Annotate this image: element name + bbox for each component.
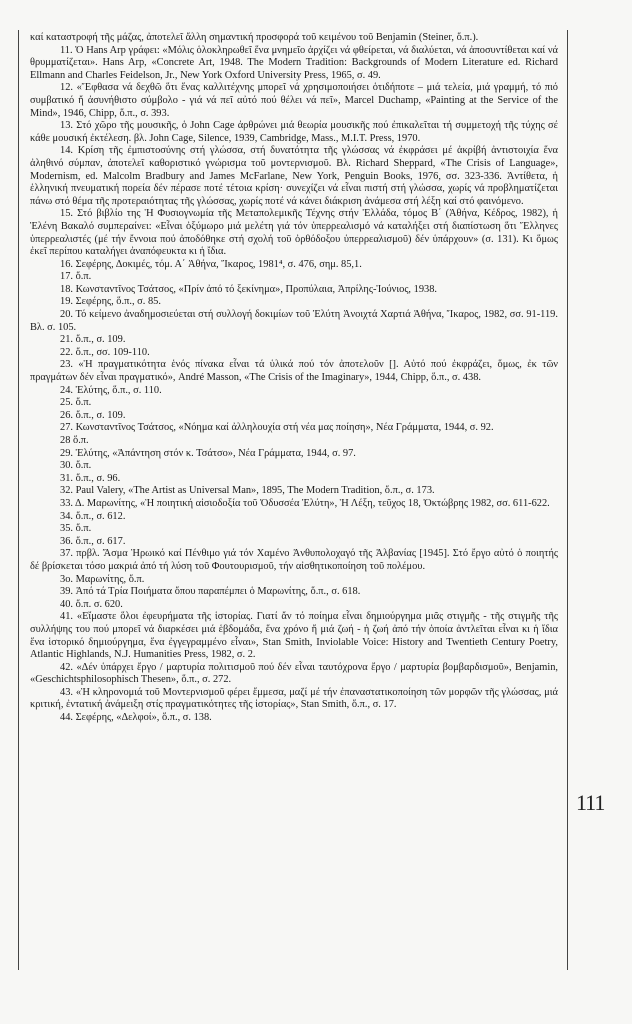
endnote [30,45,558,83]
left-margin-rule [18,30,19,970]
endnote-number: 37. [60,548,73,560]
endnote-text: Paul Valery, «The Artist as Universal Man», 1895, The Modern Tradition, ὅ.π., σ. 173. [75,485,435,497]
endnote-text: Δ. Μαρωνίτης, «Ἡ ποιητική αἰσιοδοξία τοῦ Ὀδυσσέα Ἐλύτη», Ἡ Λέξη, τεῦχος 18, Ὀκτώβρης 1982, σσ. 611-622. [75,497,550,509]
endnote [30,548,558,573]
endnote-text: ὅ.π., σ. 109. [75,334,126,346]
endnote [30,296,558,309]
endnote [30,460,558,473]
endnote-text: ὅ.π., σ. 96. [75,472,121,484]
endnote-number: 23. [60,359,73,371]
endnote-number: 31. [60,472,73,484]
endnote-text: ὅ.π. [75,460,92,472]
endnote-text: Στό βιβλίο της Ἡ Φυσιογνωμία τῆς Μεταπολεμικῆς Τέχνης στήν Ἑλλάδα, τόμος Β΄ (Ἀθήνα, Κέδρος, 1982), ἡ Ἑλένη Βακαλό συμπεραίνει: «Εἶναι ὀξύμωρο μιά μελέτη γιά τόν ὑπερρεαλισμό νά καταλήξει στή διαπίστωση ὅτι Ἕλληνες ὑπερρεαλιστές (μέ τήν ἔννοια πού ἀποδόθηκε στή σχολή τοῦ ὀρθόδοξου ὑπερρεαλισμοῦ) δέν ὑπάρχουν» (σ. 131). Κι ὅμως ἐκεῖ περίπου καταλήγει ἀναπόφευκτα κι ἡ ἴδια. [30,208,558,258]
endnotes-list [30,32,558,725]
endnote-text: ὅ.π. [73,435,89,446]
endnote-text: Κωνσταντῖνος Τσάτσος, «Νόημα καί ἀλληλουχία στή νέα μας ποίηση», Νέα Γράμματα, 1944, σ. 92. [75,422,494,434]
endnote-number: 15. [60,208,73,220]
endnote-text: Κρίση τῆς ἐμπιστοσύνης στή γλώσσα, στή δυνατότητα τῆς γλώσσας νά ἐκφράσει μέ ἀκρίβή ἀντιστοιχία ἕνα ἀληθινό σύμπαν, ἀποτελεῖ καθοριστικό γνώρισμα τοῦ μοντερνισμοῦ. Βλ. Richard Sheppard, «The Crisis of Language», Modernism, ed. Malcolm Bradbury and James McFarlane, New York, Penguin Books, 1976, σσ. 323-336. Ἀντίθετα, ἡ ἑλληνική πνευματική πορεία δέν πέρασε ποτέ τέτοια κρίση· συνεχίζει νά εἶναι πιστή στή γλώσσα, χωρίς νά προβληματίζεται πάνω στό θέμα τῆς προτεραιότητας τῆς γλώσσας, χωρίς ποτέ νά κάνει διάκριση ἀνάμεσα στή λέξη καί στό φαινόμενο. [30,145,558,207]
endnote-number: 20. [60,309,73,321]
endnote-text: Σεφέρης, «Δελφοί», ὅ.π., σ. 138. [75,712,212,724]
endnote-text: Ἀπό τά Τρία Ποιήματα ὅπου παραπέμπει ὁ Μαρωνίτης, ὅ.π., σ. 618. [75,586,361,598]
page-number: 111 [576,790,605,815]
endnote-number: 11. [60,44,73,56]
endnote-number: 25. [60,397,73,409]
endnote-number: 3ο. [60,573,73,585]
endnote-number: 34. [60,510,73,522]
endnote-text: Σεφέρης, ὅ.π., σ. 85. [75,296,161,308]
endnote [30,145,558,208]
endnote-number: 36. [60,535,73,547]
endnote-number: 12. [60,82,73,94]
endnote-number: 19. [60,296,73,308]
endnote-text: ὅ.π., σ. 617. [75,535,126,547]
endnote-text: Ἐλύτης, ὅ.π., σ. 110. [75,384,162,396]
endnote-number: 30. [60,460,73,472]
endnote-text: ὅ.π. σ. 620. [75,598,123,610]
endnote-text: ὅ.π. [75,397,92,409]
endnote [30,385,558,398]
endnote-number: 29. [60,447,73,459]
endnote-number: 39. [60,586,73,598]
endnote-number: 13. [60,120,73,132]
endnote-text: «Δέν ὑπάρχει ἔργο / μαρτυρία πολιτισμοῦ πού δέν εἶναι ταυτόχρονα ἔργο / μαρτυρία βομβαρδισμοῦ», Benjamin, «Geschichtsphilosophisch Thesen», ὅ.π., σ. 272. [30,661,558,686]
endnote-text: Ὁ Hans Arp γράφει: «Μόλις ὁλοκληρωθεῖ ἕνα μνημεῖο ἀρχίζει νά φθείρεται, νά διαλύεται, νά ἀποσυντίθεται καί νά θρυμματίζεται». Hans Arp, «Concrete Art, 1948. The Modern Tradition: Backgrounds of Modern Literature ed. Richard Ellmann and Charles Feidelson, Jr., New York Oxford University Press, 1965, σ. 49. [30,44,558,81]
endnote [30,448,558,461]
endnote [30,599,558,612]
endnote-text: «Ἡ πραγματικότητα ἑνός πίνακα εἶναι τά ὑλικά πού τόν ἀποτελοῦν []. Αὐτό πού ἐκφράζει, ὅμως, ἐκ τῶν πραγμάτων δέν εἶναι πραγματικό», André Masson, «The Crisis of the Imaginary», 1944, Chipp, ὅ.π., σ. 438. [30,359,558,384]
endnote-text: Τό κείμενο ἀναδημοσιεύεται στή συλλογή δοκιμίων τοῦ Ἐλύτη Ἀνοιχτά Χαρτιά Ἀθήνα, Ἴκαρος, 1982, σσ. 91-119. Βλ. σ. 105. [30,309,558,333]
endnote [30,271,558,284]
endnote [30,536,558,549]
endnote-text: καί καταστροφή τῆς μάζας, ἀποτελεῖ ἄλλη σημαντική προσφορά τοῦ κειμένου τοῦ Benjamin (Steiner, ὅ.π.). [30,32,479,43]
endnote [30,309,558,334]
endnote [30,687,558,712]
endnote-number: 44. [60,712,73,724]
endnote-number: 26. [60,409,73,421]
endnote-text: Μαρωνίτης, ὅ.π. [75,573,145,585]
endnote [30,574,558,587]
endnote-text: «Ἡ κληρονομιά τοῦ Μοντερνισμοῦ φέρει ἔμμεσα, μαζί μέ τήν ἐπαναστατικοποίηση τῶν μορφῶν τῆς γλώσσας, μιά κριτική, ἐντατική ἀνάμειξη στίς πραγματικότητες τῆς ἱστορίας», Stan Smith, ὅ.π., σ. 17. [30,686,558,711]
endnote [30,662,558,687]
endnote [30,511,558,524]
endnote-number: 21. [60,334,73,346]
endnote-number: 43. [60,686,73,698]
endnote [30,397,558,410]
endnote [30,120,558,145]
endnote-text: Σεφέρης, Δοκιμές, τόμ. Α΄ Ἀθήνα, Ἴκαρος, 1981⁴, σ. 476, σημ. 85,1. [75,258,362,270]
endnote [30,32,558,45]
endnote-text: Στό χῶρο τῆς μουσικῆς, ὁ John Cage ἀρθρώνει μιά θεωρία μουσικῆς πού ἐπικαλεῖται τή συμμετοχή τῆς τύχης σέ κάθε μουσική ἐκτέλεση. βλ. John Cage, Silence, 1939, Cambridge, Mass., M.I.T. Press, 1970. [30,120,558,144]
endnote-number: 32. [60,485,73,497]
endnote [30,82,558,120]
endnote-number: 42. [60,661,73,673]
endnote-text: ὅ.π., σ. 612. [75,510,126,522]
endnote [30,485,558,498]
endnote [30,347,558,360]
endnote-number: 22. [60,346,73,358]
endnote [30,712,558,725]
endnote [30,498,558,511]
endnote-text: «Ἔφθασα νά δεχθῶ ὅτι ἕνας καλλιτέχνης μπορεῖ νά χρησιμοποιήσει ὁτιδήποτε – μιά τελεία, μιά γραμμή, τό πιό συμβατικό ἤ ἀσυνήθιστο σύμβολο - γιά νά πεῖ αὐτό πού θέλει νά πεῖ», Marcel Duchamp, «Painting at the Service of the Mind», 1946, Chipp, ὅ.π., σ. 393. [30,82,558,119]
endnote [30,473,558,486]
endnote [30,523,558,536]
endnote-text: «Εἴμαστε ὅλοι ἐφευρήματα τῆς ἱστορίας. Γιατί ἄν τό ποίημα εἶναι δημιούργημα μιᾶς στιγμῆς - τῆς στιγμῆς τῆς συλλήψης του πού μπορεῖ νά διαρκέσει μιά ἑβδομάδα, ἕνα χρόνο ἤ μιά ζωή - ἡ ζωή ἀπό τήν ὁποία ἀντλεῖται εἶναι κι ἡ ἴδια ἕνα ἱστορικό δημιούργημα, ἕνα ἐγγεγραμμένο εἶναι», Stan Smith, Inviolable Voice: History and Twentieth Century Poetry, Atlantic Highlands, N.J. Humanities Press, 1982, σ. 2. [30,611,558,661]
endnote-text: Κωνσταντῖνος Τσάτσος, «Πρίν ἀπό τό ξεκίνημα», Προπύλαια, Ἀπρίλης-Ἰούνιος, 1938. [75,283,438,295]
endnote-text: ὅ.π., σ. 109. [75,409,126,421]
endnote-number: 28 [60,435,71,446]
endnote [30,410,558,423]
endnote-number: 40. [60,598,73,610]
endnote [30,435,558,448]
endnote [30,208,558,258]
endnote-number: 24. [60,384,73,396]
endnote-number: 41. [60,611,73,623]
endnote-text: ὅ.π. [75,523,92,535]
endnote [30,586,558,599]
endnote [30,359,558,384]
endnote [30,259,558,272]
endnote-text: ὅ.π., σσ. 109-110. [75,346,150,358]
endnote-number: 16. [60,258,73,270]
endnote-number: 14. [60,145,73,157]
endnote-number: 35. [60,523,73,535]
endnote-text: ὅ.π. [75,271,92,283]
endnote-number: 18. [60,283,73,295]
endnote-text: Ἐλύτης, «Ἀπάντηση στόν κ. Τσάτσο», Νέα Γράμματα, 1944, σ. 97. [75,447,356,459]
endnote-number: 33. [60,497,73,509]
endnote-number: 17. [60,271,73,283]
endnote-text: πρβλ. Ἄσμα Ἡρωικό καί Πένθιμο γιά τόν Χαμένο Ἀνθυπολοχαγό τῆς Ἀλβανίας [1945]. Στό ἔργο αὐτό ὁ ποιητής δέ βρίσκεται τόσο μακριά ἀπό τή λύση τοῦ Φουτουρισμοῦ, τήν αἰσθητικοποίηση τοῦ πολέμου. [30,548,558,572]
endnote-number: 27. [60,422,73,434]
right-margin-rule [567,30,568,970]
endnote [30,611,558,661]
endnote [30,422,558,435]
endnote [30,334,558,347]
endnote [30,284,558,297]
